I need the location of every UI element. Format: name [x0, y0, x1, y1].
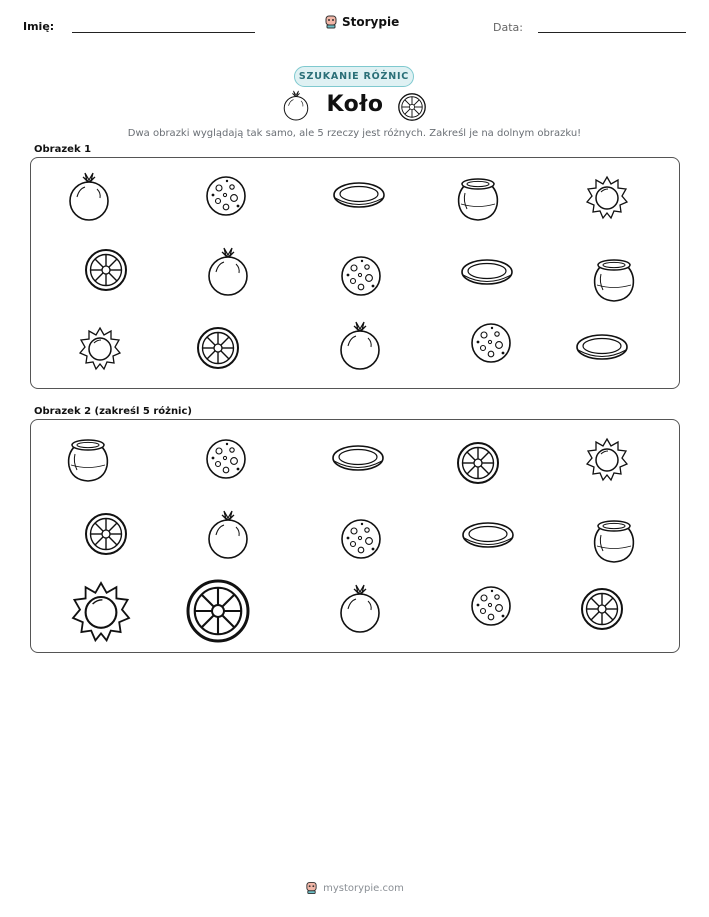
- activity-badge: SZUKANIE RÓŻNIC: [294, 66, 414, 87]
- moon-icon: [472, 587, 510, 625]
- pot-icon: [459, 179, 498, 220]
- plate-icon: [334, 183, 384, 207]
- wheel-icon: [86, 250, 126, 290]
- sun-icon: [80, 328, 120, 369]
- moon-icon: [472, 324, 510, 362]
- tomato-icon: [284, 91, 308, 120]
- date-label: Data:: [493, 21, 523, 34]
- tomato-icon: [209, 511, 247, 558]
- moon-icon: [342, 520, 380, 558]
- wheel-icon: [399, 94, 425, 120]
- wheel-icon: [458, 443, 498, 483]
- wheel-icon: [582, 589, 622, 629]
- pot-icon: [595, 521, 634, 562]
- moon-icon: [207, 440, 245, 478]
- moon-icon: [207, 177, 245, 215]
- plate-icon: [333, 446, 383, 470]
- panel-1-label: Obrazek 1: [34, 144, 92, 155]
- plate-icon: [462, 260, 512, 284]
- footer: [0, 881, 709, 895]
- storypie-mascot-icon: [305, 881, 318, 895]
- plate-icon: [577, 335, 627, 359]
- pot-icon: [595, 260, 634, 301]
- tomato-icon: [341, 585, 379, 632]
- tomato-icon: [70, 173, 108, 220]
- picture-1-items: [70, 173, 633, 369]
- sun-icon: [587, 439, 627, 480]
- moon-icon: [342, 257, 380, 295]
- sun-icon: [73, 583, 129, 640]
- plate-icon: [463, 523, 513, 547]
- page-title: Koło: [326, 92, 384, 117]
- picture-2-items: [69, 439, 634, 641]
- tomato-icon: [209, 248, 247, 295]
- name-label: Imię:: [23, 20, 55, 33]
- panel-2-label: Obrazek 2 (zakreśl 5 różnic): [34, 406, 192, 417]
- wheel-icon: [86, 514, 126, 554]
- instruction-text: Dwa obrazki wyglądają tak samo, ale 5 rzeczy jest różnych. Zakreśl je na dolnym obrazku!: [127, 128, 582, 139]
- footer-url[interactable]: mystorypie.com: [323, 882, 404, 894]
- wheel-icon: [188, 581, 248, 641]
- tomato-icon: [341, 322, 379, 369]
- wheel-icon: [198, 328, 238, 368]
- pot-icon: [69, 440, 108, 481]
- sun-icon: [587, 177, 627, 218]
- brand-name: Storypie: [342, 15, 400, 29]
